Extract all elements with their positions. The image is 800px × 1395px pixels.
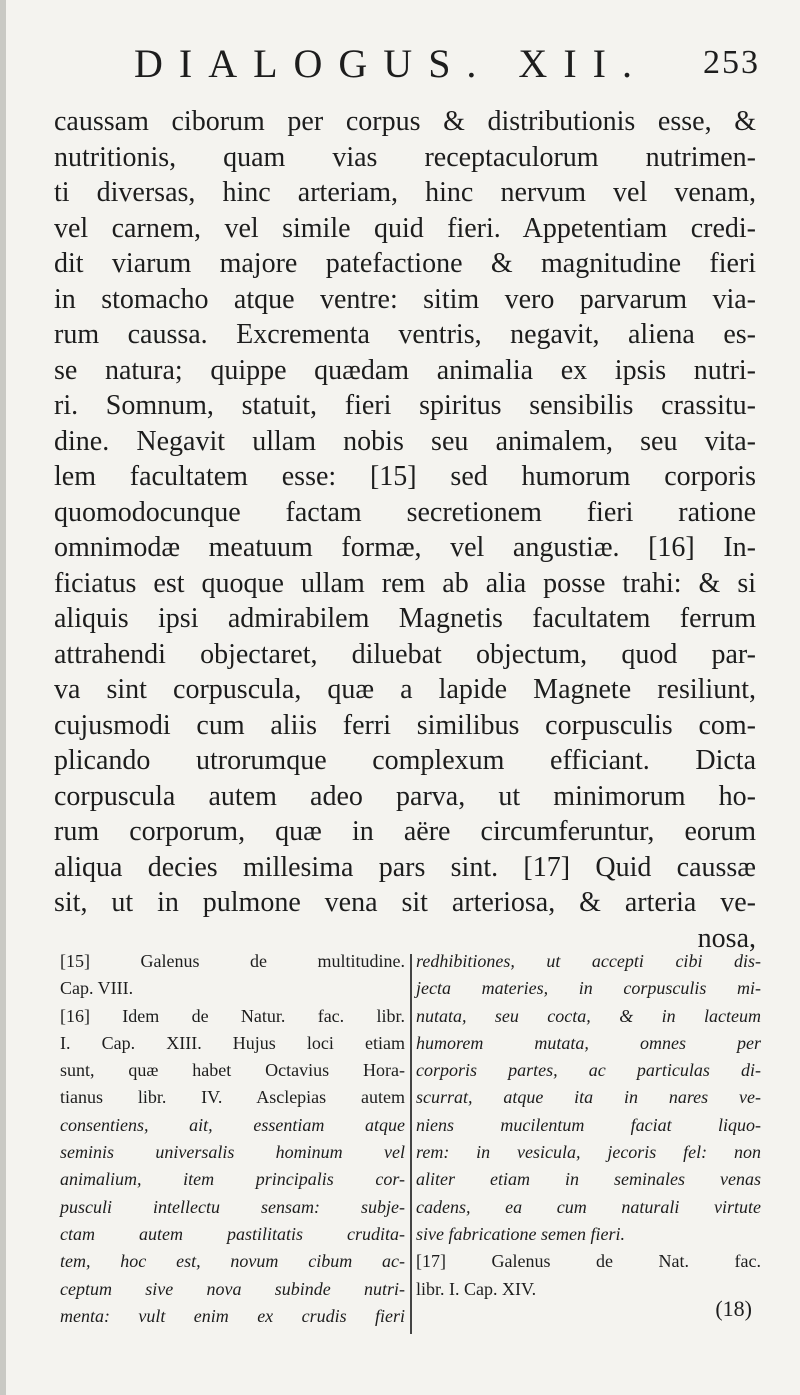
- text-line: corpuscula autem adeo parva, ut minimorum ho-: [54, 780, 756, 812]
- footnote-line: humorem mutata, omnes per: [416, 1032, 761, 1053]
- column-divider: [410, 954, 412, 1334]
- text-line: se natura; quippe quædam animalia ex ipsis nutri-: [54, 354, 756, 386]
- footnote-line: scurrat, atque ita in nares ve-: [416, 1087, 761, 1108]
- footnote-line: corporis partes, ac particulas di-: [416, 1060, 761, 1081]
- footnote-line: niens mucilentum faciat liquo-: [416, 1114, 761, 1135]
- footnote-line: libr. I. Cap. XIV.: [416, 1278, 537, 1299]
- footnotes-section: [54, 948, 761, 1348]
- footnotes-left-column: [60, 948, 405, 1330]
- text-line: cujusmodi cum aliis ferri similibus corpusculis com-: [54, 709, 756, 741]
- text-line: ri. Somnum, statuit, fieri spiritus sensibilis crassitu-: [54, 390, 756, 421]
- text-line: in stomacho atque ventre: sitim vero parvarum via-: [54, 283, 756, 315]
- footnote-line: ceptum sive nova subinde nutri-: [60, 1278, 405, 1299]
- text-line: lem facultatem esse: [15] sed humorum corporis: [54, 461, 756, 492]
- text-line: aliquis ipsi admirabilem Magnetis facultatem ferrum: [54, 603, 756, 634]
- catchword: (18): [715, 1296, 752, 1321]
- main-text-block: [54, 104, 756, 956]
- text-line: nosa,: [697, 922, 756, 954]
- text-line: dine. Negavit ullam nobis seu animalem, seu vita-: [54, 425, 756, 457]
- footnote-line: ctam autem pastilitatis crudita-: [60, 1223, 405, 1244]
- footnote-line: animalium, item principalis cor-: [60, 1169, 405, 1190]
- footnote-line: consentiens, ait, essentiam atque: [60, 1114, 405, 1135]
- text-line: caussam ciborum per corpus & distributionis esse, &: [54, 106, 756, 137]
- footnote-line: nutata, seu cocta, & in lacteum: [416, 1005, 761, 1026]
- footnote-line: redhibitiones, ut accepti cibi dis-: [416, 951, 761, 971]
- page-number: 253: [703, 44, 760, 81]
- footnote-line: [16] Idem de Natur. fac. libr.: [60, 1005, 405, 1026]
- footnote-line: seminis universalis hominum vel: [60, 1142, 405, 1163]
- footnote-line: pusculi intellectu sensam: subje-: [60, 1196, 405, 1217]
- text-line: quomodocunque factam secretionem fieri ratione: [54, 496, 756, 528]
- footnotes-right-column: [416, 948, 761, 1303]
- footnote-line: cadens, ea cum naturali virtute: [416, 1196, 761, 1217]
- footnote-line: rem: in vesicula, jecoris fel: non: [416, 1142, 761, 1163]
- footnote-line: tem, hoc est, novum cibum ac-: [60, 1251, 405, 1272]
- text-line: nutritionis, quam vias receptaculorum nutrimen-: [54, 141, 756, 173]
- footnote-line: sunt, quæ habet Octavius Hora-: [60, 1060, 405, 1081]
- text-line: omnimodæ meatuum formæ, vel angustiæ. [16] In-: [54, 532, 756, 563]
- footnote-line: Cap. VIII.: [60, 978, 134, 999]
- text-line: vel carnem, vel simile quid fieri. Appetentiam credi-: [54, 212, 756, 244]
- text-line: va sint corpuscula, quæ a lapide Magnete resiliunt,: [54, 674, 756, 705]
- running-title: DIALOGUS. XII.: [134, 41, 648, 86]
- footnote-line: [15] Galenus de multitudine.: [60, 951, 405, 971]
- footnote-line: sive fabricatione semen fieri.: [416, 1223, 625, 1244]
- footnote-line: jecta materies, in corpusculis mi-: [416, 978, 761, 999]
- text-line: rum corporum, quæ in aëre circumferuntur, eorum: [54, 816, 756, 847]
- footnote-line: [17] Galenus de Nat. fac.: [416, 1251, 761, 1272]
- footnote-line: I. Cap. XIII. Hujus loci etiam: [60, 1032, 405, 1053]
- text-line: rum caussa. Excrementa ventris, negavit, aliena es-: [54, 319, 756, 350]
- footnote-line: aliter etiam in seminales venas: [416, 1169, 761, 1190]
- text-line: dit viarum majore patefactione & magnitudine fieri: [54, 248, 756, 279]
- text-line: attrahendi objectaret, diluebat objectum, quod par-: [54, 638, 756, 670]
- text-line: ficiatus est quoque ullam rem ab alia posse trahi: & si: [54, 567, 756, 599]
- footnote-line: tianus libr. IV. Asclepias autem: [60, 1087, 405, 1108]
- footnote-line: menta: vult enim ex crudis fieri: [60, 1305, 405, 1326]
- text-line: sit, ut in pulmone vena sit arteriosa, & arteria ve-: [54, 887, 756, 918]
- text-line: plicando utrorumque complexum efficiant. Dicta: [54, 745, 756, 776]
- text-line: aliqua decies millesima pars sint. [17] Quid caussæ: [54, 851, 756, 883]
- text-line: ti diversas, hinc arteriam, hinc nervum vel venam,: [54, 177, 756, 208]
- page-header: [54, 40, 760, 100]
